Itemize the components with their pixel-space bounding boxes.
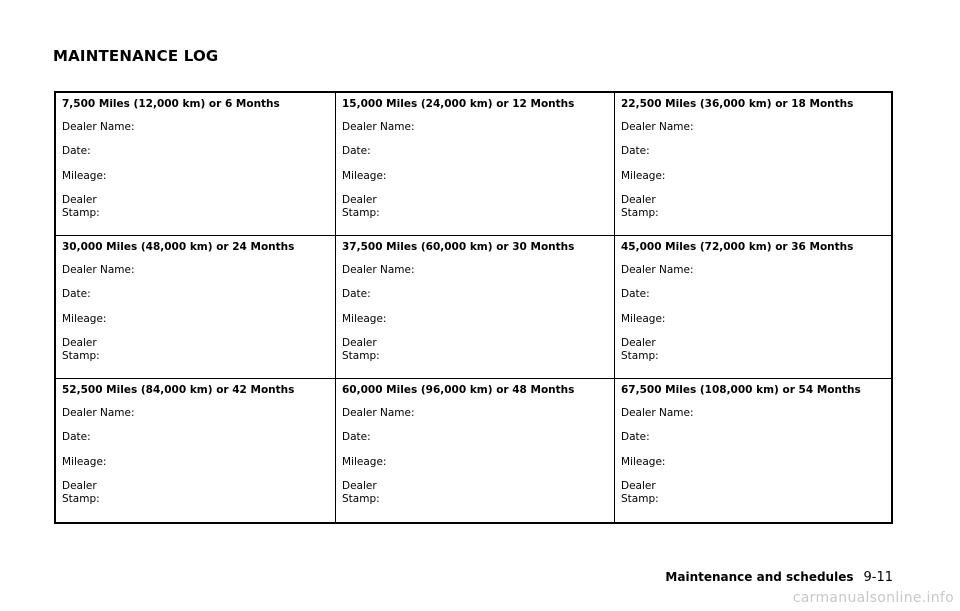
dealer-stamp-label xyxy=(342,480,608,505)
dealer-stamp-label-line2: Stamp: xyxy=(62,349,100,362)
dealer-stamp-label-line1: Dealer xyxy=(621,194,656,207)
log-entry-cell xyxy=(615,379,891,522)
dealer-stamp-label-line1: Dealer xyxy=(621,337,656,350)
mileage-label: Mileage: xyxy=(342,312,387,325)
log-entry-cell xyxy=(56,93,336,236)
dealer-name-label: Dealer Name: xyxy=(342,120,415,133)
dealer-name-label: Dealer Name: xyxy=(62,406,135,419)
interval-heading: 30,000 Miles (48,000 km) or 24 Months xyxy=(62,241,295,253)
dealer-stamp-label-line1: Dealer xyxy=(342,194,377,207)
dealer-name-label: Dealer Name: xyxy=(62,120,135,133)
dealer-stamp-label xyxy=(62,194,329,219)
dealer-stamp-label-line2: Stamp: xyxy=(62,492,100,505)
dealer-stamp-label-line1: Dealer xyxy=(62,480,97,493)
dealer-stamp-label xyxy=(342,337,608,362)
dealer-stamp-label xyxy=(62,480,329,505)
dealer-stamp-label xyxy=(621,480,885,505)
mileage-label: Mileage: xyxy=(62,455,107,468)
dealer-name-label: Dealer Name: xyxy=(342,263,415,276)
interval-heading: 45,000 Miles (72,000 km) or 36 Months xyxy=(621,241,854,253)
mileage-label: Mileage: xyxy=(342,169,387,182)
interval-heading: 52,500 Miles (84,000 km) or 42 Months xyxy=(62,384,295,396)
dealer-stamp-label-line1: Dealer xyxy=(62,337,97,350)
dealer-stamp-label-line1: Dealer xyxy=(342,480,377,493)
page-footer xyxy=(665,570,893,585)
date-label: Date: xyxy=(621,288,650,301)
dealer-stamp-label-line2: Stamp: xyxy=(621,492,659,505)
log-entry-cell xyxy=(336,93,615,236)
mileage-label: Mileage: xyxy=(621,169,666,182)
dealer-stamp-label-line1: Dealer xyxy=(621,480,656,493)
dealer-name-label: Dealer Name: xyxy=(621,120,694,133)
footer-section-title: Maintenance and schedules xyxy=(665,570,854,584)
dealer-stamp-label-line2: Stamp: xyxy=(62,206,100,219)
mileage-label: Mileage: xyxy=(62,169,107,182)
date-label: Date: xyxy=(621,431,650,444)
dealer-stamp-label-line1: Dealer xyxy=(342,337,377,350)
dealer-stamp-label-line2: Stamp: xyxy=(342,206,380,219)
interval-heading: 60,000 Miles (96,000 km) or 48 Months xyxy=(342,384,575,396)
date-label: Date: xyxy=(342,145,371,158)
maintenance-log-table xyxy=(54,91,893,524)
log-entry-cell xyxy=(615,93,891,236)
interval-heading: 7,500 Miles (12,000 km) or 6 Months xyxy=(62,98,280,110)
mileage-label: Mileage: xyxy=(342,455,387,468)
interval-heading: 22,500 Miles (36,000 km) or 18 Months xyxy=(621,98,854,110)
date-label: Date: xyxy=(342,431,371,444)
dealer-name-label: Dealer Name: xyxy=(621,406,694,419)
dealer-stamp-label xyxy=(621,337,885,362)
page-title: MAINTENANCE LOG xyxy=(53,47,219,65)
mileage-label: Mileage: xyxy=(621,455,666,468)
page-number: 9-11 xyxy=(863,570,893,585)
mileage-label: Mileage: xyxy=(62,312,107,325)
date-label: Date: xyxy=(342,288,371,301)
log-entry-cell xyxy=(56,379,336,522)
dealer-name-label: Dealer Name: xyxy=(62,263,135,276)
dealer-name-label: Dealer Name: xyxy=(621,263,694,276)
interval-heading: 37,500 Miles (60,000 km) or 30 Months xyxy=(342,241,575,253)
log-entry-cell xyxy=(336,379,615,522)
log-entry-cell xyxy=(615,236,891,379)
dealer-name-label: Dealer Name: xyxy=(342,406,415,419)
log-entry-cell xyxy=(336,236,615,379)
date-label: Date: xyxy=(621,145,650,158)
date-label: Date: xyxy=(62,288,91,301)
date-label: Date: xyxy=(62,431,91,444)
dealer-stamp-label-line2: Stamp: xyxy=(621,206,659,219)
watermark: carmanualsonline.info xyxy=(792,590,954,606)
date-label: Date: xyxy=(62,145,91,158)
mileage-label: Mileage: xyxy=(621,312,666,325)
dealer-stamp-label-line2: Stamp: xyxy=(342,349,380,362)
dealer-stamp-label xyxy=(342,194,608,219)
dealer-stamp-label-line2: Stamp: xyxy=(342,492,380,505)
log-entry-cell xyxy=(56,236,336,379)
dealer-stamp-label xyxy=(621,194,885,219)
interval-heading: 15,000 Miles (24,000 km) or 12 Months xyxy=(342,98,575,110)
dealer-stamp-label-line1: Dealer xyxy=(62,194,97,207)
dealer-stamp-label xyxy=(62,337,329,362)
dealer-stamp-label-line2: Stamp: xyxy=(621,349,659,362)
interval-heading: 67,500 Miles (108,000 km) or 54 Months xyxy=(621,384,861,396)
